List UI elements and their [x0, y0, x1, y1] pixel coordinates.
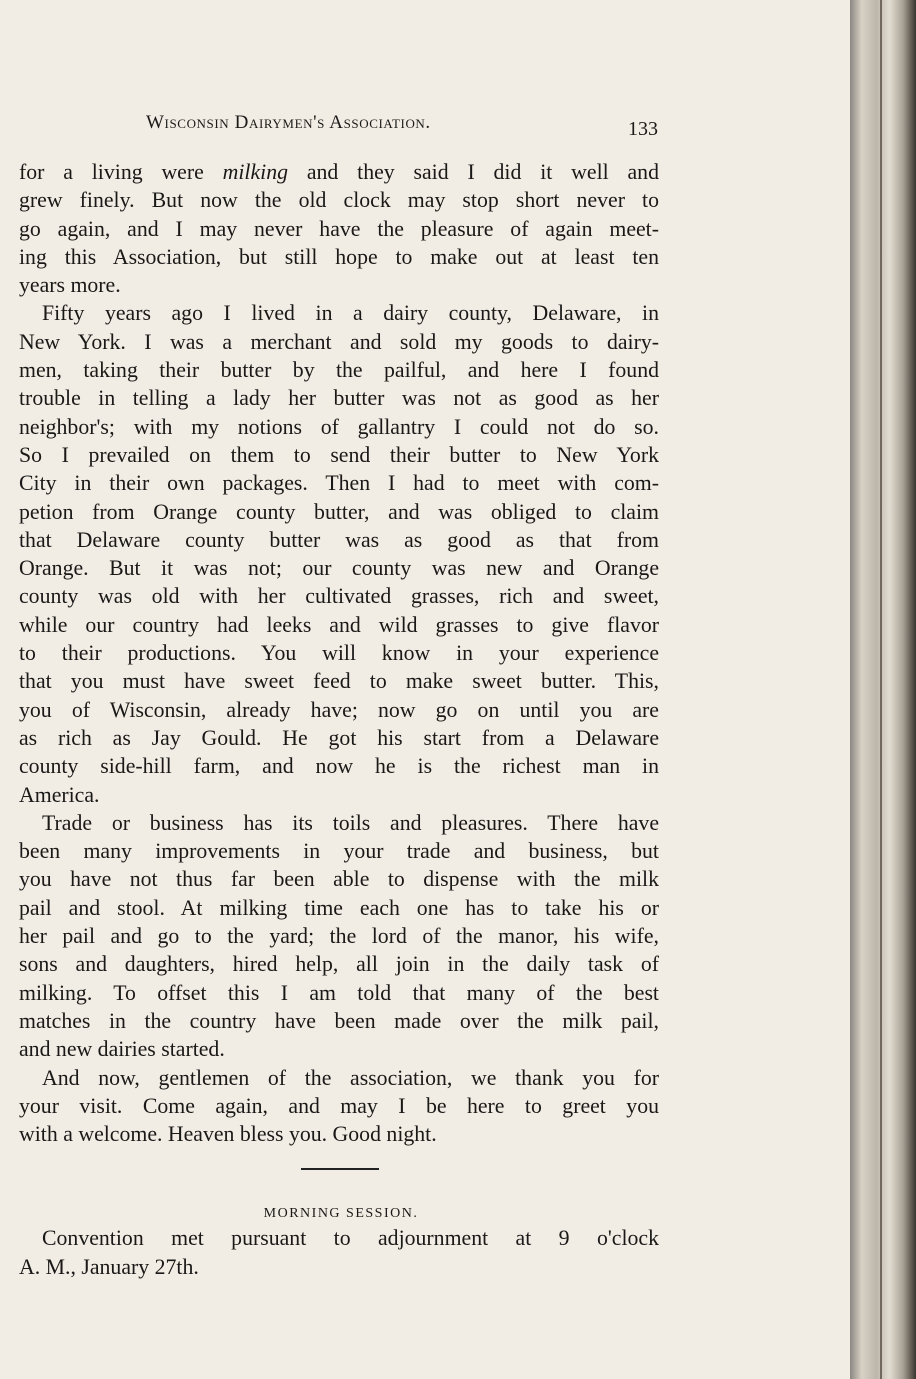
page-number: 133 [628, 118, 658, 140]
text-line: New York. I was a merchant and sold my goods to dairy- [19, 329, 659, 354]
text-line: A. M., January 27th. [19, 1254, 199, 1279]
running-head: Wisconsin Dairymen's Association. [146, 112, 431, 133]
text-line: county side-hill farm, and now he is the richest man in [19, 754, 659, 779]
text-line: Fifty years ago I lived in a dairy county, Delaware, in [42, 301, 659, 326]
section-heading: MORNING SESSION. [263, 1206, 419, 1222]
text-line: been many improvements in your trade and business, but [19, 839, 659, 864]
text-line: And now, gentlemen of the association, we thank you for [42, 1065, 659, 1090]
text-line: grew finely. But now the old clock may stop short never to [19, 188, 659, 213]
text-line: go again, and I may never have the pleasure of again meet- [19, 216, 659, 241]
paragraph-3 [19, 809, 659, 1064]
paragraph-4 [19, 1064, 659, 1149]
text-line: for a living were milking and they said I did it well and [19, 160, 659, 184]
text-line: as rich as Jay Gould. He got his start from a Delaware [19, 725, 659, 750]
text-line: petion from Orange county butter, and was obliged to claim [19, 499, 659, 524]
text-line: America. [19, 782, 100, 807]
text-line: years more. [19, 273, 121, 298]
text-line: and new dairies started. [19, 1037, 225, 1062]
text-line: while our country had leeks and wild grasses to give flavor [19, 612, 659, 637]
paragraph-2 [19, 299, 659, 808]
text-line: sons and daughters, hired help, all join in the daily task of [19, 952, 659, 977]
text-line: matches in the country have been made over the milk pail, [19, 1008, 659, 1033]
emphasis-milking: milking [222, 160, 289, 184]
book-page-edges [850, 0, 916, 1379]
text-line: that you must have sweet feed to make sweet butter. This, [19, 669, 659, 694]
text-line: Orange. But it was not; our county was new and Orange [19, 556, 659, 581]
text-line: men, taking their butter by the pailful, and here I found [19, 358, 659, 383]
text-line: So I prevailed on them to send their butter to New York [19, 442, 659, 467]
text-line: Convention met pursuant to adjournment at 9 o'clock [42, 1226, 659, 1251]
text-line: with a welcome. Heaven bless you. Good night. [19, 1122, 437, 1147]
paragraph-5 [19, 1224, 659, 1281]
paragraph-1 [19, 158, 659, 299]
text-line: City in their own packages. Then I had to meet with com- [19, 471, 659, 496]
text-line: your visit. Come again, and may I be here to greet you [19, 1093, 659, 1118]
text-line: her pail and go to the yard; the lord of the manor, his wife, [19, 924, 659, 949]
text-line: Trade or business has its toils and pleasures. There have [42, 810, 659, 835]
text-line: ing this Association, but still hope to make out at least ten [19, 244, 659, 269]
text-line: county was old with her cultivated grasses, rich and sweet, [19, 584, 659, 609]
text-line: you of Wisconsin, already have; now go on until you are [19, 697, 659, 722]
text-line: pail and stool. At milking time each one has to take his or [19, 895, 659, 920]
text-line: milking. To offset this I am told that many of the best [19, 980, 659, 1005]
page-body [19, 158, 659, 1281]
text-line: trouble in telling a lady her butter was not as good as her [19, 386, 659, 411]
section-divider-rule [301, 1168, 379, 1170]
text-line: neighbor's; with my notions of gallantry I could not do so. [19, 414, 659, 439]
text-line: that Delaware county butter was as good as that from [19, 527, 659, 552]
text-line: you have not thus far been able to dispense with the milk [19, 867, 659, 892]
text-line: to their productions. You will know in your experience [19, 641, 659, 666]
